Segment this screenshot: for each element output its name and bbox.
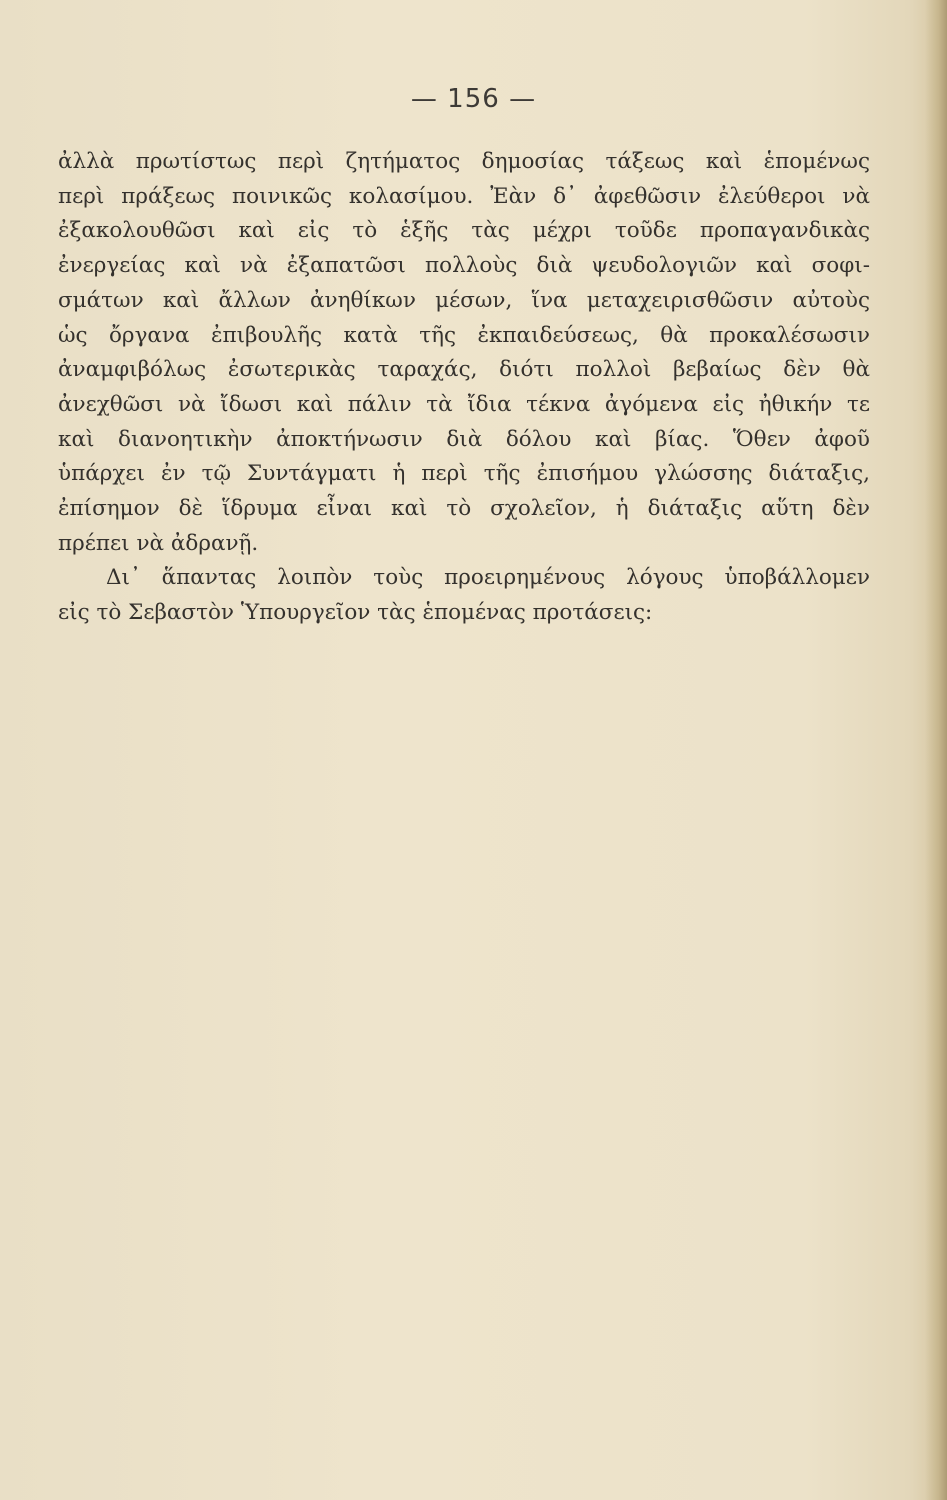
text-line: σμάτων καὶ ἄλλων ἀνηθίκων μέσων, ἵνα μεταχειρισθῶσιν αὐτοὺς — [58, 287, 870, 313]
text-line: ἀναμφιβόλως ἐσωτερικὰς ταραχάς, διότι πολλοὶ βεβαίως δὲν θὰ — [58, 357, 870, 383]
text-line: ἀλλὰ πρωτίστως περὶ ζητήματος δημοσίας τάξεως καὶ ἑπομένως — [58, 149, 870, 174]
paragraph-2 — [58, 561, 870, 630]
page-number: — 156 — — [410, 84, 537, 114]
text-line: ὑπάρχει ἐν τῷ Συντάγματι ἡ περὶ τῆς ἐπισήμου γλώσσης διάταξις, — [58, 461, 870, 487]
text-line: πρέπει νὰ ἀδρανῇ. — [58, 530, 259, 556]
text-line: εἰς τὸ Σεβαστὸν Ὑπουργεῖον τὰς ἑπομένας προτάσεις: — [58, 600, 653, 626]
text-line: Δι᾽ ἅπαντας λοιπὸν τοὺς προειρημένους λόγους ὑποβάλλομεν — [106, 565, 870, 591]
text-line: ἐπίσημον δὲ ἵδρυμα εἶναι καὶ τὸ σχολεῖον, ἡ διάταξις αὕτη δὲν — [58, 496, 870, 522]
paragraph-1 — [58, 145, 870, 561]
text-line: ὡς ὄργανα ἐπιβουλῆς κατὰ τῆς ἐκπαιδεύσεως, θὰ προκαλέσωσιν — [58, 322, 870, 348]
text-line: ἐξακολουθῶσι καὶ εἰς τὸ ἑξῆς τὰς μέχρι τοῦδε προπαγανδικὰς — [58, 218, 870, 244]
page-edge-shadow — [925, 0, 947, 1500]
text-line: ἀνεχθῶσι νὰ ἴδωσι καὶ πάλιν τὰ ἴδια τέκνα ἀγόμενα εἰς ἠθικήν τε — [58, 391, 870, 417]
text-line: περὶ πράξεως ποινικῶς κολασίμου. Ἐὰν δ᾽ ἀφεθῶσιν ἐλεύθεροι νὰ — [58, 183, 870, 209]
body-text — [58, 145, 870, 631]
text-line: ἐνεργείας καὶ νὰ ἐξαπατῶσι πολλοὺς διὰ ψευδολογιῶν καὶ σοφι- — [58, 253, 870, 279]
text-line: καὶ διανοητικὴν ἀποκτήνωσιν διὰ δόλου καὶ βίας. Ὅθεν ἀφοῦ — [58, 426, 870, 452]
